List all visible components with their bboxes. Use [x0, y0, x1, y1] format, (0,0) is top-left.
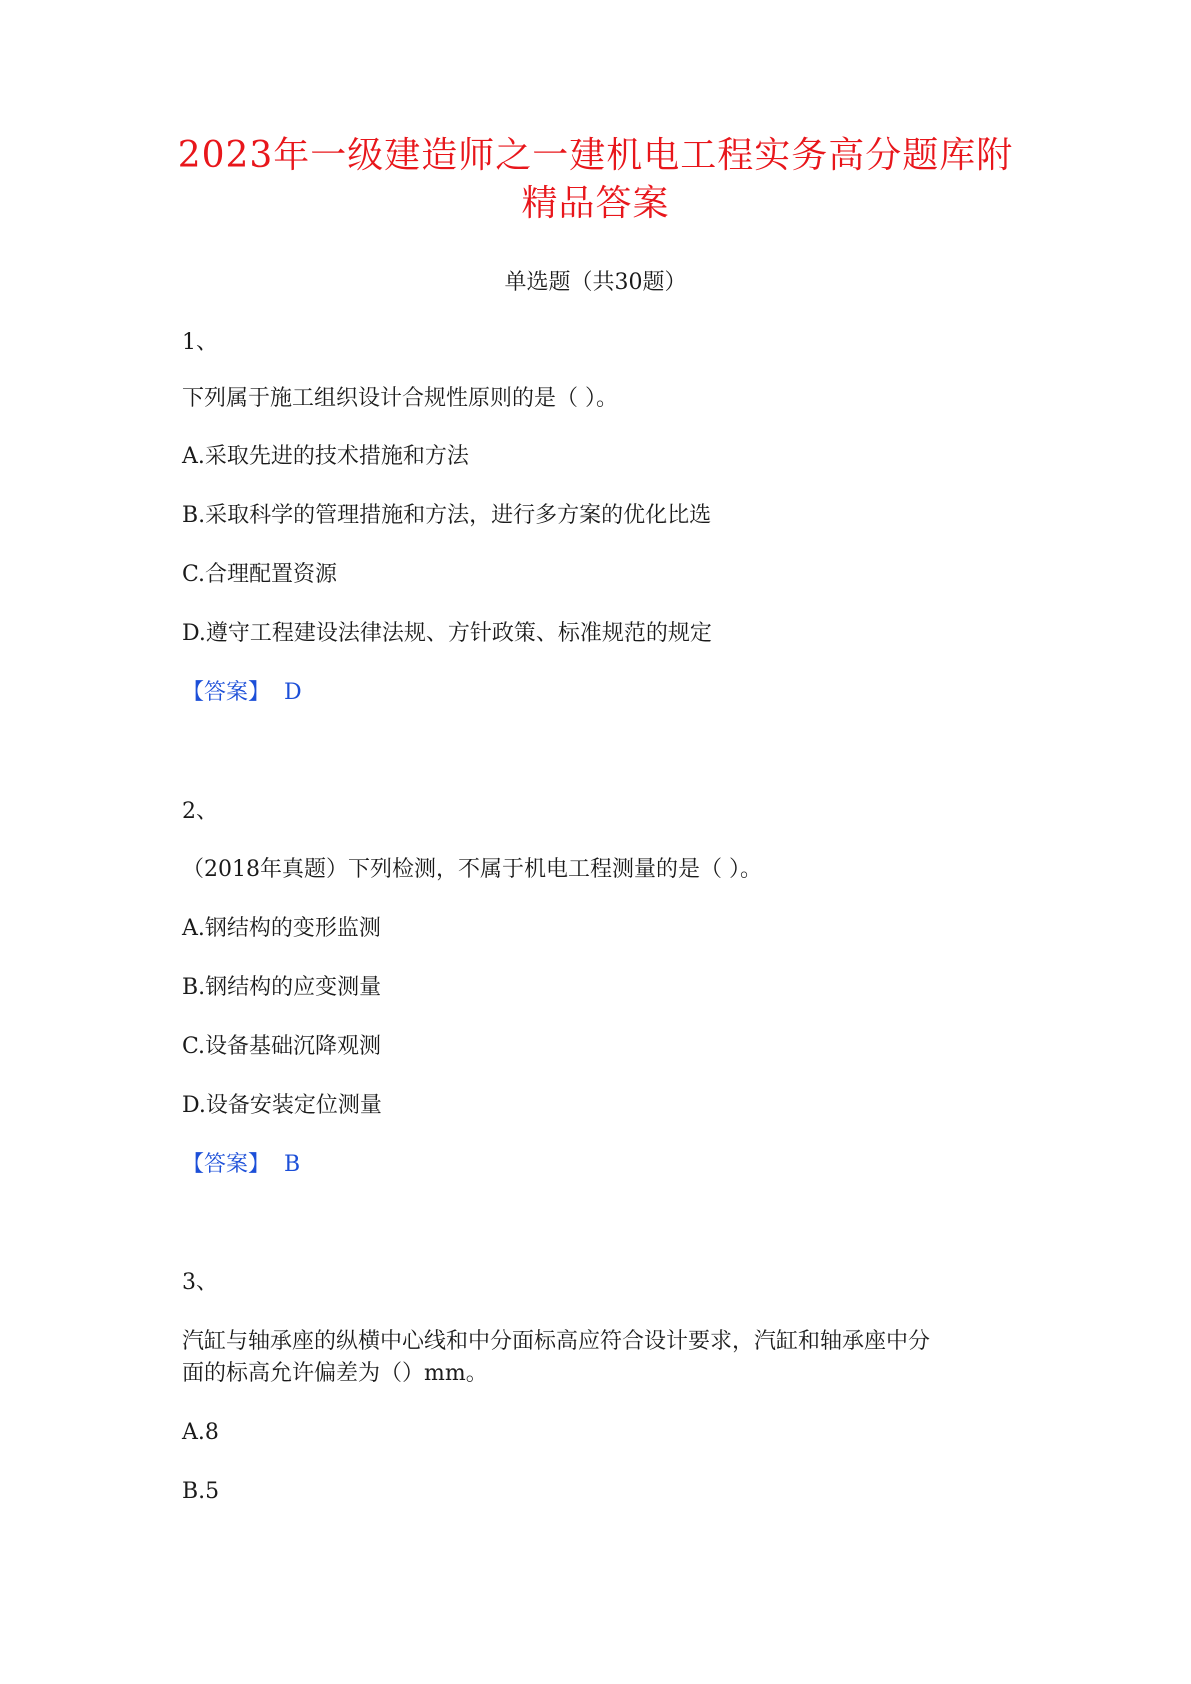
question-2-option-d: D.设备安装定位测量 [182, 1093, 382, 1118]
answer-value: D [284, 680, 302, 705]
document-title-line2: 精品答案 [521, 183, 670, 224]
question-2-option-b: B.钢结构的应变测量 [182, 975, 382, 1000]
question-3-option-b: B.5 [182, 1479, 220, 1504]
question-2-option-a: A.钢结构的变形监测 [182, 916, 381, 941]
question-2-stem: （2018年真题）下列检测，不属于机电工程测量的是（ ）。 [182, 857, 762, 882]
answer-value: B [284, 1152, 301, 1177]
answer-label: 【答案】 [182, 680, 271, 705]
question-2-answer [182, 1150, 300, 1180]
question-2-number: 2、 [182, 799, 218, 824]
question-1-option-b: B.采取科学的管理措施和方法，进行多方案的优化比选 [182, 503, 712, 528]
question-1-option-a: A.采取先进的技术措施和方法 [182, 444, 469, 469]
question-3-option-a: A.8 [182, 1420, 219, 1445]
question-1-option-d: D.遵守工程建设法律法规、方针政策、标准规范的规定 [182, 621, 712, 646]
answer-label: 【答案】 [182, 1152, 271, 1177]
question-1-number: 1、 [182, 330, 218, 355]
question-3-stem-line1: 汽缸与轴承座的纵横中心线和中分面标高应符合设计要求，汽缸和轴承座中分 [182, 1329, 931, 1354]
document-title-line1: 2023年一级建造师之一建机电工程实务高分题库附 [177, 135, 1014, 176]
question-1-answer [182, 678, 302, 708]
question-1-option-c: C.合理配置资源 [182, 562, 338, 587]
question-1-stem: 下列属于施工组织设计合规性原则的是（ ）。 [182, 386, 618, 411]
question-3-number: 3、 [182, 1270, 218, 1295]
question-2-option-c: C.设备基础沉降观测 [182, 1034, 382, 1059]
section-heading: 单选题（共30题） [504, 270, 687, 295]
question-3-stem-line2: 面的标高允许偏差为（）mm。 [182, 1361, 488, 1386]
